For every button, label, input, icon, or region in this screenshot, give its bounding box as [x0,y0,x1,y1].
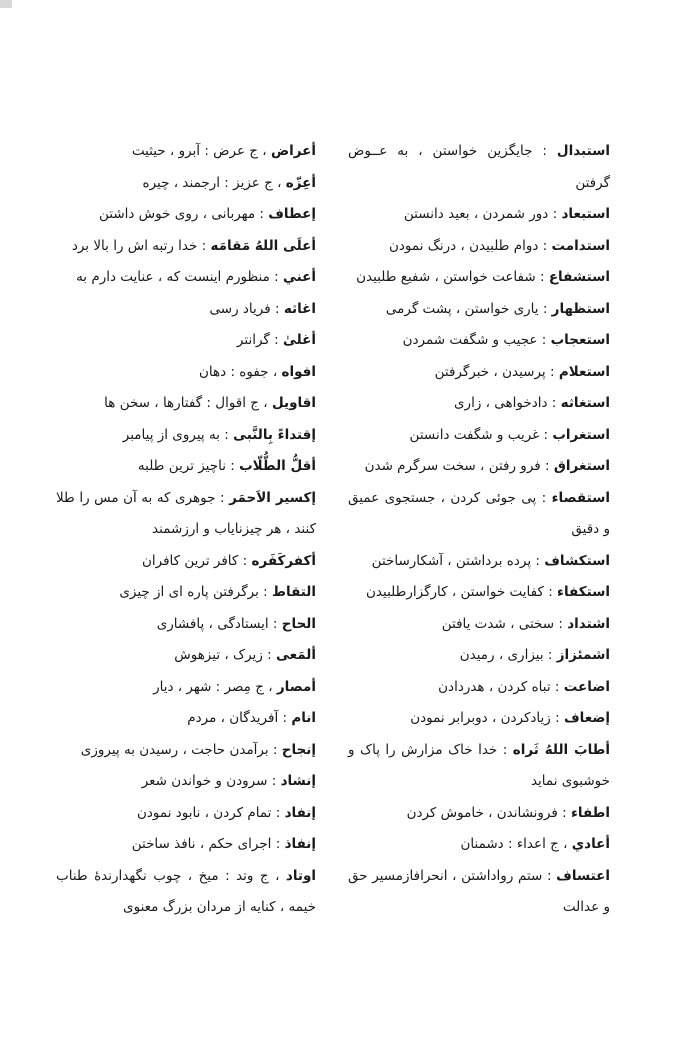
entry-definition: : مهربانی ، روی خوش داشتن [98,206,269,222]
entry-definition: : ناچیز ترین طلبه [137,458,240,474]
entry-definition: : خدا خاک مزارش را پاک و خوشبوی نماید [348,741,610,789]
entry-term: استدامت [551,237,610,254]
entry-definition: : خدا رتبه اش را بالا برد [71,237,211,254]
entry-term: إکسیر الاَحمَر [229,489,316,506]
glossary-entry [56,766,316,798]
entry-term: أمصار [276,678,316,695]
entry-definition: : زیادکردن ، دوبرابر نمودن [410,710,564,726]
glossary-entry [348,136,610,199]
glossary-entry [348,546,610,578]
entry-term: استکشاف [544,552,610,569]
entry-term: اطفاء [570,804,610,821]
glossary-entry [56,703,316,735]
entry-term: استغراق [553,458,610,474]
glossary-entry [348,672,610,704]
entry-term: أعلَی اللهُ مَقامَه [210,237,316,254]
entry-definition: : پرسیدن ، خبرگرفتن [434,363,559,380]
glossary-entry [56,388,316,420]
glossary-entry [348,231,610,263]
entry-definition: : گرانتر [236,332,283,348]
entry-definition: ، ج وتد : میخ ، چوب نگهدارندهٔ طناب خیمه ، کنایه از مردان بزرگ معنوی [56,867,316,915]
entry-term: استظهار [551,300,610,317]
entry-definition: : دور شمردن ، بعید دانستن [403,206,562,222]
glossary-entry [348,829,610,861]
glossary-column-right [348,136,610,924]
entry-term: أغلیٰ [282,332,316,348]
entry-definition: : دادخواهی ، زاری [453,395,561,411]
entry-term: إنجاح [281,741,316,758]
entry-definition: : آفریدگان ، مردم [187,710,292,726]
entry-definition: ، ج مِصر : شهر ، دیار [153,678,277,695]
glossary-entry [348,262,610,294]
entry-term: أعِزّه [285,174,316,191]
entry-definition: : سرودن و خواندن شعر [141,773,281,789]
entry-definition: : فرونشاندن ، خاموش کردن [406,804,571,821]
entry-definition: : دوام طلبیدن ، درنگ نمودن [389,237,552,254]
entry-term: إضعاف [563,710,610,726]
entry-term: ألمَعی [275,647,316,663]
glossary-entry [348,703,610,735]
entry-definition: : برآمدن حاجت ، رسیدن به پیروزی [80,741,282,758]
entry-definition: : به پیروی از پیامبر [122,426,234,443]
glossary-entry [348,294,610,326]
glossary-entry [56,798,316,830]
entry-definition: : شفاعت خواستن ، شفیع طلبیدن [356,269,549,285]
glossary-entry [348,609,610,641]
entry-definition: : فریاد رسی [209,300,284,317]
glossary-entry [56,609,316,641]
glossary-entry [348,199,610,231]
entry-definition: : کافر ترین کافران [141,552,252,569]
glossary-entry [56,861,316,924]
entry-term: أعني [282,269,316,285]
glossary-entry [348,577,610,609]
glossary-entry [348,735,610,798]
entry-definition: : سختی ، شدت یافتن [441,615,568,632]
entry-definition: : جوهری که به آن مس را طلا کنند ، هر چیزنایاب و ارزشمند [56,489,316,537]
entry-term: اقاویل [271,395,316,411]
entry-definition: ، ج عزیز : ارجمند ، چیره [142,174,286,191]
entry-term: أکفرکَفَره [251,552,316,569]
glossary-entry [56,577,316,609]
glossary-entry [56,483,316,546]
entry-term: استغراب [552,426,610,443]
entry-definition: : اجرای حکم ، نافذ ساختن [131,836,285,852]
entry-term: اشتداد [567,615,610,632]
glossary-entry [348,420,610,452]
glossary-entry [56,325,316,357]
entry-term: إنفاذ [284,836,316,852]
entry-definition: : پی جوئی کردن ، جستجوی عمیق و دقیق [348,489,610,537]
entry-term: استقصاء [551,489,610,506]
entry-definition: : غریب و شگفت دانستن [409,426,553,443]
entry-term: التقاط [271,584,316,600]
glossary-entry [56,420,316,452]
entry-term: انام [291,710,316,726]
glossary-entry [56,136,316,168]
glossary-entry [56,640,316,672]
entry-term: استبدال [556,143,610,159]
entry-term: اشمئزاز [556,647,610,663]
entry-term: اوتاد [285,867,316,884]
glossary-entry [56,262,316,294]
entry-term: استبعاد [561,206,610,222]
entry-term: استکفاء [557,584,610,600]
glossary-entry [56,735,316,767]
glossary-entry [348,483,610,546]
entry-definition: : عجیب و شگفت شمردن [402,332,551,348]
entry-definition: : زیرک ، تیزهوش [174,647,276,663]
entry-definition: : جایگزین خواستن ، به عــوض گرفتن [348,143,610,191]
glossary-entry [348,861,610,924]
entry-term: استشفاع [548,269,610,285]
entry-term: اضاعت [563,678,610,695]
entry-definition: : پرده برداشتن ، آشکارساختن [371,552,545,569]
entry-definition: : تباه کردن ، هدردادن [438,678,564,695]
entry-definition: : تمام کردن ، نابود نمودن [137,804,285,821]
glossary-entry [56,829,316,861]
glossary-entry [56,294,316,326]
glossary-entry [348,451,610,483]
entry-definition: : یاری خواستن ، پشت گرمی [385,300,552,317]
entry-definition: ، ج اعداء : دشمنان [460,836,572,852]
entry-definition: ، ج عرض : آبرو ، حیثیت [131,143,271,159]
entry-term: أقلُّ الطُّلّاب [239,458,316,474]
entry-term: استعجاب [550,332,610,348]
entry-term: استعلام [558,363,610,380]
entry-definition: : کفایت خواستن ، کارگزارطلبیدن [366,584,558,600]
glossary-entry [56,231,316,263]
glossary-entry [348,325,610,357]
glossary-entry [56,546,316,578]
entry-definition: : ستم رواداشتن ، انحرافازمسیر حق و عدالت [348,867,610,915]
entry-term: إقتداءً بِالنَّبی [233,426,316,443]
entry-definition: : منظورم اینست که ، عنایت دارم به [76,269,283,285]
entry-term: استغاثه [560,395,610,411]
glossary-entry [56,357,316,389]
entry-definition: ، ج اقوال : گفتارها ، سخن ها [104,395,272,411]
entry-definition: : برگرفتن پاره ای از چیزی [119,584,272,600]
entry-term: إعطاف [268,206,316,222]
glossary-entry [348,798,610,830]
entry-term: أعراض [270,143,316,159]
glossary-entry [56,199,316,231]
glossary-entry [56,672,316,704]
entry-term: إنشاد [280,773,316,789]
entry-definition: ، جفوه : دهان [199,363,282,380]
glossary-column-left [56,136,316,924]
entry-term: افواه [281,363,316,380]
entry-term: أعادي [571,836,610,852]
entry-term: اغاثه [283,300,316,317]
glossary-entry [348,357,610,389]
glossary-entry [348,640,610,672]
entry-definition: : ایستادگی ، پافشاری [156,615,282,632]
scan-corner-mark [0,0,12,8]
entry-definition: : فرو رفتن ، سخت سرگرم شدن [364,458,554,474]
entry-definition: : بیزاری ، رمیدن [459,647,557,663]
entry-term: أطابَ اللهُ ثَراه [512,741,611,758]
entry-term: إنفاد [284,804,316,821]
entry-term: الحاح [281,615,316,632]
entry-term: اعتساف [556,867,610,884]
glossary-entry [56,168,316,200]
glossary-entry [56,451,316,483]
glossary-entry [348,388,610,420]
